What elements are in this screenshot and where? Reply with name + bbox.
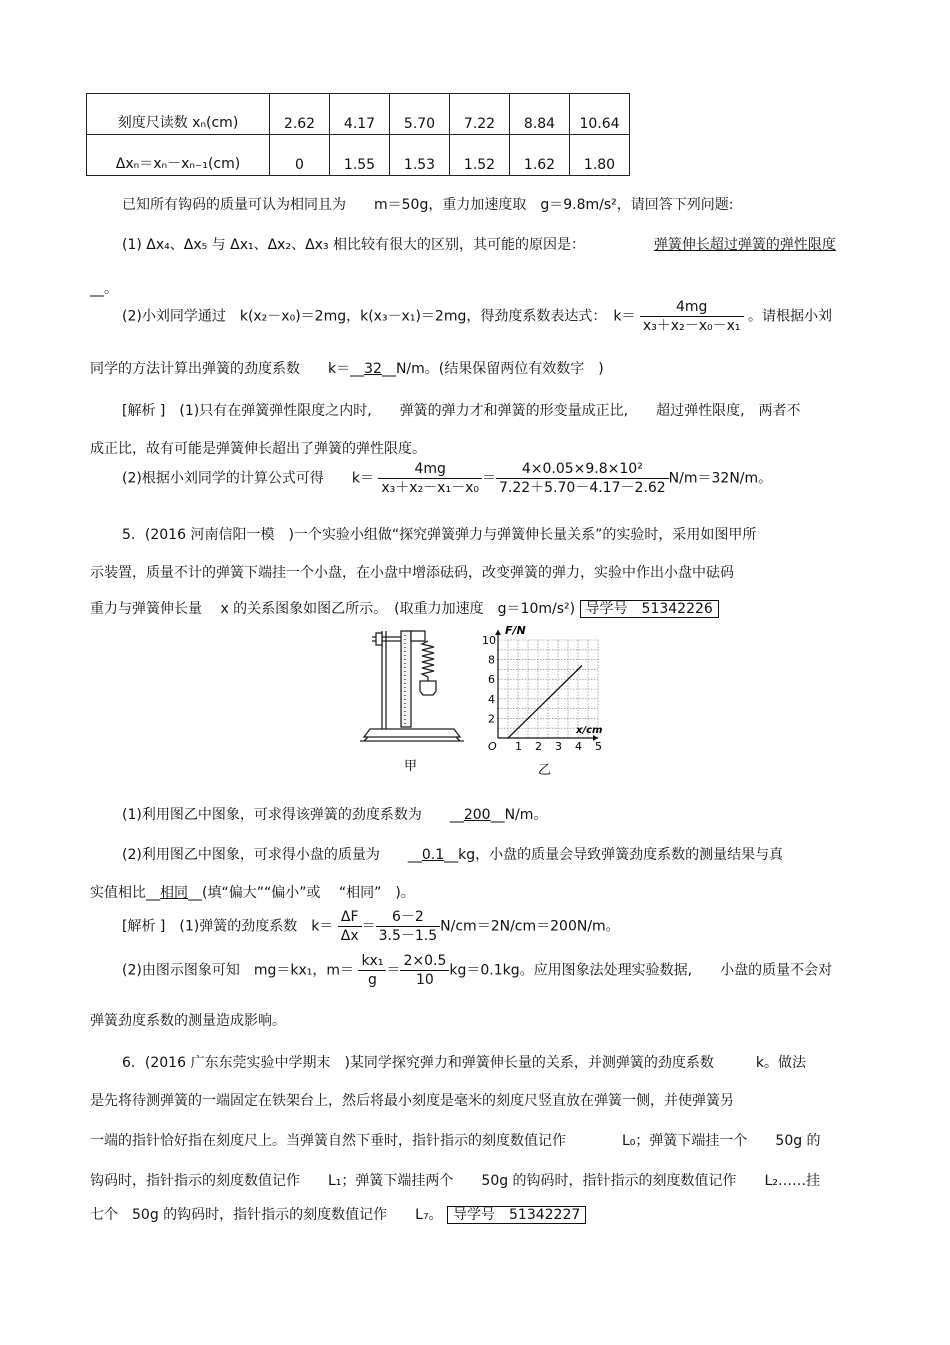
formula-fraction bbox=[400, 952, 449, 989]
question-5-2-line2: 实值相比__相同__(填“偏大”“偏小”或 “相同” )。 bbox=[90, 885, 415, 901]
row-label: Δxₙ＝xₙ－xₙ₋₁(cm) bbox=[87, 135, 270, 176]
question-1 bbox=[122, 234, 870, 254]
chart-lines bbox=[508, 665, 582, 738]
analysis-5-2-tail: kg＝0.1kg。应用图象法处理实验数据, 小盘的质量不会对 bbox=[449, 962, 833, 979]
table-cell: 1.80 bbox=[570, 135, 630, 176]
table-cell: 1.52 bbox=[450, 135, 510, 176]
y-tick-label: 4 bbox=[488, 692, 495, 706]
fraction-denominator: x₃＋x₂－x₁－x₀ bbox=[381, 480, 479, 496]
y-tick-label: 8 bbox=[488, 653, 495, 667]
y-tick-label: 2 bbox=[488, 712, 495, 726]
analysis-2 bbox=[122, 460, 772, 497]
question-5-2-line2-answer: 相同 bbox=[160, 885, 188, 901]
analysis-1-line1: [解析 ] (1)只有在弹簧弹性限度之内时, 弹簧的弹力才和弹簧的形变量成正比, 超过弹性限度, 两者不 bbox=[122, 403, 801, 419]
question-2-text: (2)小刘同学通过 k(x₂－x₀)＝2mg，k(x₃－x₁)＝2mg，得劲度系数表达式： k＝ bbox=[122, 308, 636, 325]
question-5-2-line2-tail: (填“偏大”“偏小”或 “相同” )。 bbox=[202, 885, 415, 901]
table-cell: 1.55 bbox=[330, 135, 390, 176]
analysis-5-2-line2: 弹簧劲度系数的测量造成影响。 bbox=[90, 1013, 286, 1029]
question-5-1: (1)利用图乙中图象，可求得该弹簧的劲度系数为 __200__N/m。 bbox=[122, 807, 548, 823]
formula-fraction bbox=[378, 460, 482, 497]
problem-6-line3: 一端的指针恰好指在刻度尺上。当弹簧自然下垂时，指针指示的刻度数值记作 L₀；弹簧下端挂一个 50g 的 bbox=[90, 1133, 821, 1149]
question-5-1-tail: N/m。 bbox=[504, 807, 548, 823]
table-row bbox=[87, 135, 630, 176]
guide-number-box: 导学号 51342227 bbox=[447, 1206, 586, 1224]
guide-number-box: 导学号 51342226 bbox=[580, 600, 719, 618]
problem-6-line5 bbox=[90, 1204, 586, 1224]
problem-5-line1: 5．(2016 河南信阳一模 )一个实验小组做“探究弹簧弹力与弹簧伸长量关系”的实验时，采用如图甲所 bbox=[122, 527, 757, 543]
problem-6-line5-text: 七个 50g 的钩码时，指针指示的刻度数值记作 L₇。 bbox=[90, 1207, 443, 1223]
x-tick-label: 1 bbox=[515, 740, 522, 753]
question-2-line2-text: 同学的方法计算出弹簧的劲度系数 k＝ bbox=[90, 361, 351, 377]
question-5-2-answer: 0.1 bbox=[421, 847, 445, 863]
table-cell: 10.64 bbox=[570, 94, 630, 135]
analysis-5-1-tail: N/cm＝2N/cm＝200N/m。 bbox=[440, 918, 620, 935]
question-5-2-line2-text: 实值相比 bbox=[90, 885, 146, 901]
question-5-2: (2)利用图乙中图象，可求得小盘的质量为 __0.1__kg，小盘的质量会导致弹簧劲度系数的测量结果与真 bbox=[122, 847, 784, 863]
question-2-line2: 同学的方法计算出弹簧的劲度系数 k＝__32__N/m。(结果保留两位有效数字 ) bbox=[90, 361, 604, 377]
chart-grid bbox=[498, 640, 598, 738]
fraction-denominator: 3.5－1.5 bbox=[378, 928, 438, 944]
x-tick-label: 5 bbox=[595, 740, 602, 753]
analysis-5-1: [解析 ] (1)弹簧的劲度系数 k＝ $\frac{\Delta F}{\Delta x}$ ＝ $\frac{6-2}{3.5-1.5}$ N/cm＝2N/cm＝200N/m。 bbox=[122, 909, 620, 944]
fraction-numerator: 6－2 bbox=[376, 908, 441, 927]
problem-6-line1: 6．(2016 广东东莞实验中学期末 )某同学探究弹力和弹簧伸长量的关系，并测弹簧的劲度系数 k。做法 bbox=[122, 1055, 807, 1071]
table-cell: 1.62 bbox=[510, 135, 570, 176]
fraction-denominator: 10 bbox=[416, 972, 434, 988]
problem-5-line2: 示装置，质量不计的弹簧下端挂一个小盘，在小盘中增添砝码，改变弹簧的弹力，实验中作出小盘中砝码 bbox=[90, 565, 734, 581]
x-axis-label: x/cm bbox=[576, 725, 603, 736]
analysis-2-text: (2)根据小刘同学的计算公式可得 k＝ bbox=[122, 470, 374, 487]
table-cell: 8.84 bbox=[510, 94, 570, 135]
table-cell: 2.62 bbox=[270, 94, 330, 135]
fraction-numerator: ΔF bbox=[338, 908, 362, 927]
question-5-2-tail: kg，小盘的质量会导致弹簧劲度系数的测量结果与真 bbox=[458, 847, 784, 863]
figure-label-jia: 甲 bbox=[404, 759, 418, 774]
problem-6-line4: 钩码时，指针指示的刻度数值记作 L₁；弹簧下端挂两个 50g 的钩码时，指针指示的刻度数值记作 L₂……挂 bbox=[90, 1173, 820, 1189]
table-row bbox=[87, 94, 630, 135]
apparatus-figure bbox=[356, 625, 466, 775]
formula-fraction bbox=[496, 460, 669, 497]
question-5-1-text: (1)利用图乙中图象，可求得该弹簧的劲度系数为 bbox=[122, 807, 450, 823]
row-label: 刻度尺读数 xₙ(cm) bbox=[87, 94, 270, 135]
problem-5-line3-text: 重力与弹簧伸长量 x 的关系图象如图乙所示。 (取重力加速度 g＝10m/s²) bbox=[90, 601, 576, 617]
fraction-denominator: x₃＋x₂－x₀－x₁ bbox=[642, 318, 741, 334]
figure-label-yi: 乙 bbox=[538, 763, 552, 777]
analysis-5-2-text: (2)由图示图象可知 mg＝kx₁，m＝ bbox=[122, 962, 354, 979]
series-line bbox=[508, 665, 582, 738]
paragraph-known: 已知所有钩码的质量可认为相同且为 m＝50g，重力加速度取 g＝9.8m/s²，请回答下列问题: bbox=[122, 197, 734, 213]
question-2-answer: 32 bbox=[364, 361, 382, 377]
table-cell: 7.22 bbox=[450, 94, 510, 135]
force-extension-chart bbox=[478, 622, 608, 777]
question-2-tail: 。请根据小刘 bbox=[747, 308, 832, 325]
fraction-denominator: 7.22＋5.70－4.17－2.62 bbox=[498, 480, 666, 496]
analysis-2-tail: N/m＝32N/m。 bbox=[668, 470, 773, 487]
data-table bbox=[86, 93, 630, 176]
question-2-line2-tail: N/m。(结果保留两位有效数字 ) bbox=[395, 361, 604, 377]
formula-fraction bbox=[640, 298, 744, 335]
table-cell: 1.53 bbox=[390, 135, 450, 176]
fraction-denominator: Δx bbox=[340, 928, 359, 944]
fraction-numerator: 4mg bbox=[378, 460, 482, 479]
formula-fraction bbox=[358, 952, 386, 989]
question-5-1-answer: 200 bbox=[463, 807, 491, 823]
analysis-5-2: (2)由图示图象可知 mg＝kx₁，m＝ $\frac{\text{kx₁}}{g}$ ＝ $\frac{2\times 0.5}{10}$ kg＝0.1kg。应用图象法处理实验数据, 小盘的质量不会对 bbox=[122, 953, 833, 988]
formula-fraction bbox=[376, 908, 441, 945]
question-1-answer: 弹簧伸长超过弹簧的弹性限度 bbox=[653, 237, 836, 253]
origin-label: O bbox=[488, 740, 497, 753]
x-tick-label: 2 bbox=[535, 740, 542, 753]
formula-fraction bbox=[338, 908, 362, 945]
y-axis-label: F/N bbox=[505, 624, 526, 637]
fraction-numerator: 4mg bbox=[640, 298, 744, 317]
problem-5-line3 bbox=[90, 598, 719, 618]
fraction-numerator: kx₁ bbox=[358, 952, 386, 971]
question-1-tail: __。 bbox=[90, 281, 118, 297]
table-cell: 5.70 bbox=[390, 94, 450, 135]
table-cell: 0 bbox=[270, 135, 330, 176]
question-2 bbox=[122, 298, 832, 335]
y-tick-label: 10 bbox=[482, 634, 496, 647]
fraction-numerator: 2×0.5 bbox=[400, 952, 449, 971]
question-1-text: (1) Δx₄、Δx₅ 与 Δx₁、Δx₂、Δx₃ 相比较有很大的区别，其可能的原因是： bbox=[122, 237, 586, 253]
table-cell: 4.17 bbox=[330, 94, 390, 135]
x-tick-label: 3 bbox=[555, 740, 562, 753]
x-tick-label: 4 bbox=[575, 740, 582, 753]
fraction-numerator: 4×0.05×9.8×10² bbox=[496, 460, 669, 479]
y-tick-label: 6 bbox=[488, 673, 495, 687]
question-5-2-text: (2)利用图乙中图象，可求得小盘的质量为 bbox=[122, 847, 408, 863]
equals-sign: ＝ bbox=[481, 470, 496, 487]
problem-6-line2: 是先将待测弹簧的一端固定在铁架台上，然后将最小刻度是毫米的刻度尺竖直放在弹簧一侧，并使弹簧另 bbox=[90, 1093, 734, 1109]
analysis-5-1-text: [解析 ] (1)弹簧的劲度系数 k＝ bbox=[122, 918, 334, 935]
analysis-1-line2: 成正比，故有可能是弹簧伸长超出了弹簧的弹性限度。 bbox=[90, 441, 426, 457]
fraction-denominator: g bbox=[368, 972, 377, 988]
